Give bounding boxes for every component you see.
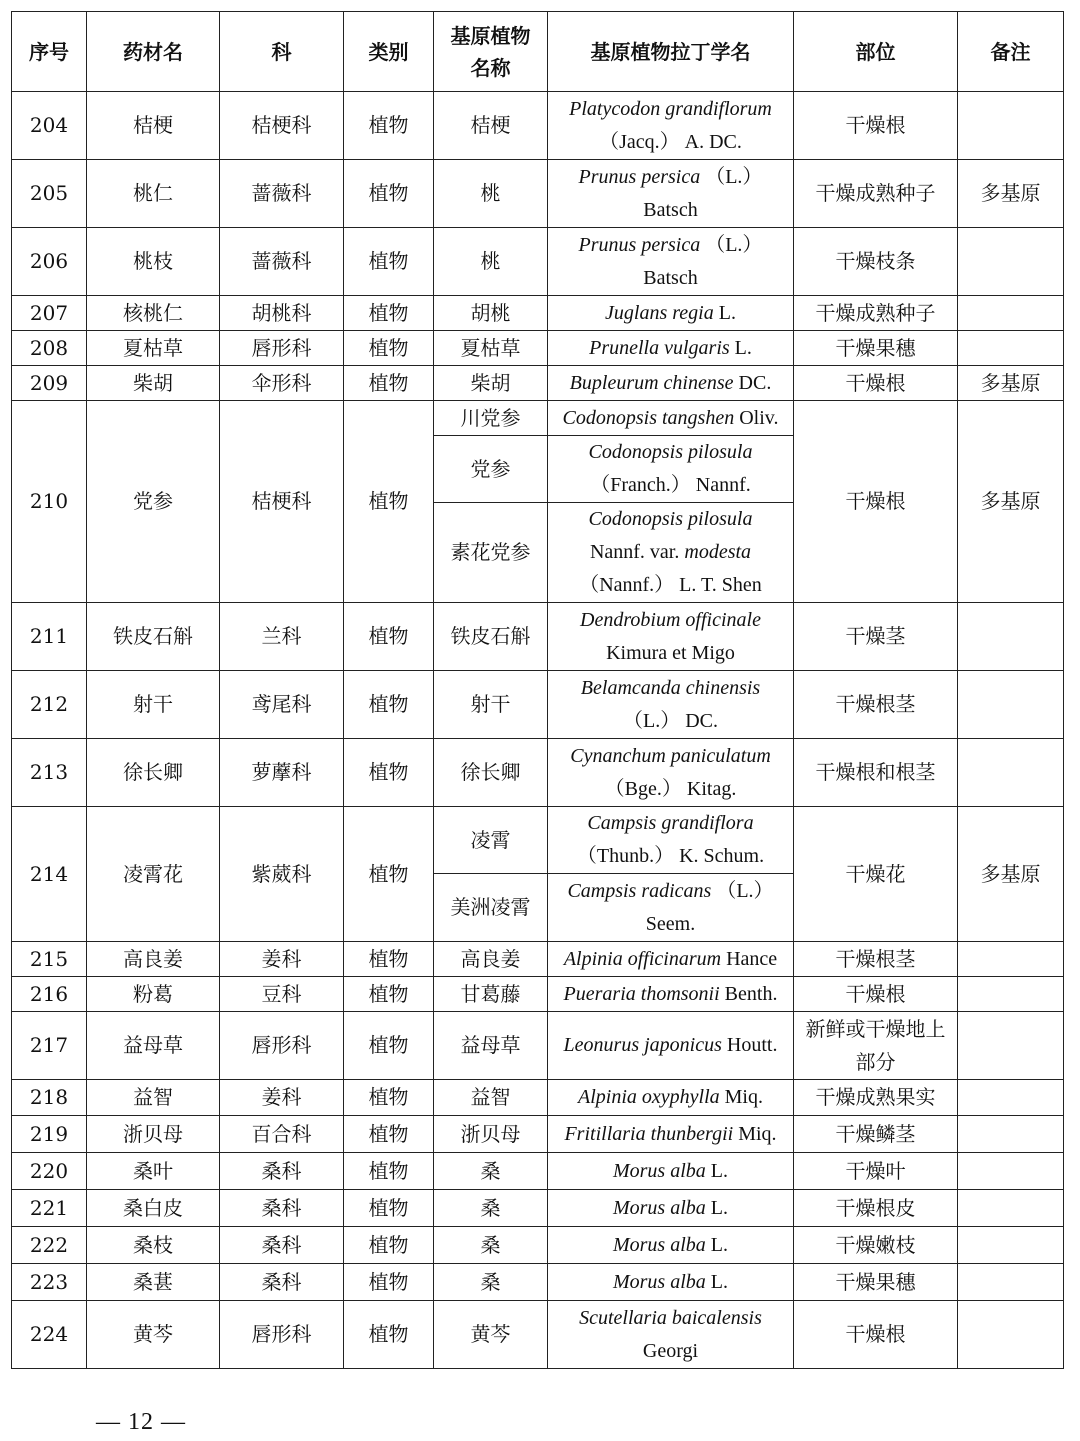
table-row [12,671,1064,739]
row-index: 217 [12,1012,87,1080]
source-plant: 益母草 [434,1012,548,1080]
note: 多基原 [958,401,1064,603]
plant-part: 干燥枝条 [794,228,958,296]
latin-authority: L. [705,1196,728,1219]
note: 多基原 [958,366,1064,401]
family: 萝藦科 [220,739,344,807]
latin-name-line [550,672,791,705]
latin-name-line [550,740,791,773]
herb-name: 核桃仁 [87,296,220,331]
row-index: 221 [12,1190,87,1227]
latin-name-line [550,1335,791,1368]
note [958,1012,1064,1080]
header-family: 科 [220,12,344,92]
source-plant: 桃 [434,228,548,296]
latin-name-cell [548,874,794,942]
row-index: 206 [12,228,87,296]
note [958,296,1064,331]
source-plant: 桑 [434,1190,548,1227]
category: 植物 [344,1190,434,1227]
family: 姜科 [220,1080,344,1116]
plant-part: 干燥根 [794,366,958,401]
latin-name-line [550,637,791,670]
latin-name-line [550,604,791,637]
herb-name: 桑叶 [87,1153,220,1190]
header-part: 部位 [794,12,958,92]
plant-part: 干燥茎 [794,603,958,671]
plant-part: 干燥根 [794,401,958,603]
latin-authority: Batsch [643,266,698,289]
category: 植物 [344,942,434,977]
table-row [12,1264,1064,1301]
source-plant: 射干 [434,671,548,739]
latin-name-line [550,503,791,536]
row-index: 223 [12,1264,87,1301]
family: 桔梗科 [220,401,344,603]
category: 植物 [344,331,434,366]
latin-name-cell [548,603,794,671]
category: 植物 [344,671,434,739]
table-row [12,739,1064,807]
source-plant: 高良姜 [434,942,548,977]
latin-binomial: Prunus persica [578,233,701,256]
latin-authority: （Thunb.） K. Schum. [576,845,765,867]
family: 唇形科 [220,1012,344,1080]
latin-authority: （Nannf.） L. T. Shen [579,574,762,596]
table-row [12,1116,1064,1153]
herb-name: 浙贝母 [87,1116,220,1153]
latin-name-cell [548,160,794,228]
latin-authority: Kimura et Migo [606,641,735,664]
latin-name-line [550,297,791,330]
row-index: 208 [12,331,87,366]
latin-name-line [550,1118,791,1151]
table-row [12,942,1064,977]
herb-name: 桔梗 [87,92,220,160]
latin-binomial: modesta [684,541,752,563]
latin-authority: L. [705,1270,728,1293]
category: 植物 [344,160,434,228]
plant-part: 干燥根皮 [794,1190,958,1227]
table-row [12,1012,1064,1080]
latin-name-cell [548,807,794,874]
note [958,942,1064,977]
latin-binomial: Codonopsis pilosula [588,441,753,463]
row-index: 218 [12,1080,87,1116]
table-row [12,1080,1064,1116]
family: 紫葳科 [220,807,344,942]
note [958,603,1064,671]
table-row [12,366,1064,401]
family: 豆科 [220,977,344,1012]
source-plant: 凌霄 [434,807,548,874]
latin-name-cell [548,1190,794,1227]
latin-name-line [550,93,791,126]
latin-name-line [550,875,791,908]
header-category: 类别 [344,12,434,92]
latin-binomial: Prunus persica [578,165,701,188]
herb-name: 粉葛 [87,977,220,1012]
latin-binomial: Morus alba [612,1233,706,1256]
latin-name-line [550,229,791,262]
family: 鸢尾科 [220,671,344,739]
plant-part: 干燥根和根茎 [794,739,958,807]
category: 植物 [344,401,434,603]
latin-name-line [550,943,791,976]
header-note: 备注 [958,12,1064,92]
plant-part: 干燥鳞茎 [794,1116,958,1153]
table-row [12,1301,1064,1369]
category: 植物 [344,1227,434,1264]
row-index: 211 [12,603,87,671]
latin-name-line [550,705,791,738]
herb-name: 凌霄花 [87,807,220,942]
source-plant: 益智 [434,1080,548,1116]
source-plant: 夏枯草 [434,331,548,366]
latin-name-cell [548,1012,794,1080]
latin-binomial: Morus alba [612,1196,706,1219]
latin-name-line [550,1192,791,1225]
latin-authority: Seem. [645,912,696,935]
table-row [12,1153,1064,1190]
latin-authority: L. [705,1159,728,1182]
table-row [12,1227,1064,1264]
table-row [12,977,1064,1012]
latin-name-cell [548,977,794,1012]
table-row [12,1190,1064,1227]
row-index: 215 [12,942,87,977]
source-plant: 桑 [434,1264,548,1301]
category: 植物 [344,1116,434,1153]
table-row [12,160,1064,228]
latin-name-cell [548,296,794,331]
latin-name-line [550,367,791,400]
category: 植物 [344,603,434,671]
latin-name-cell [548,92,794,160]
plant-part: 干燥根茎 [794,942,958,977]
herb-name: 桑枝 [87,1227,220,1264]
category: 植物 [344,1080,434,1116]
latin-binomial: Alpinia oxyphylla [578,1086,720,1108]
latin-name-line [550,194,791,227]
note [958,977,1064,1012]
row-index: 207 [12,296,87,331]
plant-part: 干燥成熟种子 [794,296,958,331]
latin-name-cell [548,739,794,807]
category: 植物 [344,739,434,807]
latin-binomial: Belamcanda chinensis [580,676,761,699]
latin-name-line [550,126,791,159]
latin-authority: Benth. [719,982,778,1005]
family: 桑科 [220,1264,344,1301]
note [958,1264,1064,1301]
herb-name: 射干 [87,671,220,739]
source-plant: 桑 [434,1227,548,1264]
table-body [12,92,1064,1369]
latin-binomial: Morus alba [612,1159,706,1182]
latin-binomial: Scutellaria baicalensis [579,1306,762,1329]
row-index: 222 [12,1227,87,1264]
source-plant: 素花党参 [434,503,548,603]
family: 蔷薇科 [220,228,344,296]
source-plant: 浙贝母 [434,1116,548,1153]
family: 桑科 [220,1190,344,1227]
latin-binomial: Bupleurum chinense [569,371,734,394]
latin-name-cell [548,331,794,366]
note [958,92,1064,160]
latin-name-cell [548,1116,794,1153]
plant-part: 干燥果穗 [794,1264,958,1301]
latin-name-line [550,1266,791,1299]
latin-name-cell [548,401,794,436]
herb-name: 徐长卿 [87,739,220,807]
family: 桔梗科 [220,92,344,160]
latin-name-cell [548,228,794,296]
table-row [12,807,1064,874]
latin-name-line [550,840,791,873]
latin-name-cell [548,503,794,603]
latin-name-line [550,569,791,602]
row-index: 214 [12,807,87,942]
latin-name-line [550,536,791,569]
latin-name-line [550,332,791,365]
note: 多基原 [958,807,1064,942]
source-plant: 柴胡 [434,366,548,401]
family: 胡桃科 [220,296,344,331]
latin-authority: L. [729,336,752,359]
latin-authority: Hance [721,947,778,970]
row-index: 213 [12,739,87,807]
plant-part: 干燥果穗 [794,331,958,366]
source-plant: 党参 [434,436,548,503]
note [958,671,1064,739]
source-plant: 桃 [434,160,548,228]
plant-part: 干燥根茎 [794,671,958,739]
category: 植物 [344,1012,434,1080]
plant-part: 新鲜或干燥地上部分 [794,1012,958,1080]
latin-binomial: Dendrobium officinale [580,608,761,631]
latin-authority: （L.） [700,233,763,256]
table-row [12,296,1064,331]
row-index: 212 [12,671,87,739]
latin-authority: （Jacq.） A. DC. [599,130,742,153]
row-index: 210 [12,401,87,603]
latin-name-line [550,161,791,194]
latin-authority: （Franch.） Nannf. [590,474,751,496]
latin-name-line [550,1155,791,1188]
family: 伞形科 [220,366,344,401]
latin-binomial: Alpinia officinarum [563,947,722,970]
latin-binomial: Campsis radicans [567,879,712,902]
latin-name-cell [548,1264,794,1301]
header-latin-name: 基原植物拉丁学名 [548,12,794,92]
latin-name-line [550,807,791,840]
note [958,1190,1064,1227]
latin-name-line [550,262,791,295]
plant-part: 干燥成熟种子 [794,160,958,228]
row-index: 219 [12,1116,87,1153]
latin-authority: （Bge.） Kitag. [604,777,737,800]
category: 植物 [344,1264,434,1301]
latin-binomial: Pueraria thomsonii [563,982,720,1005]
herb-name: 桑葚 [87,1264,220,1301]
category: 植物 [344,92,434,160]
herb-name: 桃枝 [87,228,220,296]
source-plant: 甘葛藤 [434,977,548,1012]
row-index: 216 [12,977,87,1012]
plant-part: 干燥根 [794,1301,958,1369]
note: 多基原 [958,160,1064,228]
latin-name-line [550,402,791,435]
note [958,1227,1064,1264]
note [958,1116,1064,1153]
category: 植物 [344,228,434,296]
note [958,1153,1064,1190]
source-plant: 徐长卿 [434,739,548,807]
table-row [12,228,1064,296]
latin-binomial: Leonurus japonicus [563,1034,722,1056]
note [958,331,1064,366]
herb-name: 黄芩 [87,1301,220,1369]
plant-part: 干燥花 [794,807,958,942]
table-row [12,92,1064,160]
family: 蔷薇科 [220,160,344,228]
herb-name: 益母草 [87,1012,220,1080]
family: 桑科 [220,1227,344,1264]
row-index: 220 [12,1153,87,1190]
herb-name: 桃仁 [87,160,220,228]
table-row [12,331,1064,366]
source-plant: 美洲凌霄 [434,874,548,942]
family: 兰科 [220,603,344,671]
source-plant: 胡桃 [434,296,548,331]
source-plant: 黄芩 [434,1301,548,1369]
source-plant: 桔梗 [434,92,548,160]
category: 植物 [344,1301,434,1369]
family: 唇形科 [220,1301,344,1369]
latin-binomial: Codonopsis tangshen [562,406,735,429]
page-number: — 12 — [96,1409,186,1435]
latin-name-cell [548,366,794,401]
row-index: 224 [12,1301,87,1369]
latin-authority: Houtt. [721,1034,778,1056]
latin-name-line [550,1302,791,1335]
plant-part: 干燥根 [794,92,958,160]
latin-authority: Miq. [733,1122,777,1145]
latin-authority: （L.） [711,879,774,902]
source-plant: 桑 [434,1153,548,1190]
latin-name-line [550,1029,791,1062]
table-row [12,401,1064,436]
category: 植物 [344,1153,434,1190]
herb-name: 夏枯草 [87,331,220,366]
source-plant: 铁皮石斛 [434,603,548,671]
herb-name: 铁皮石斛 [87,603,220,671]
note [958,1301,1064,1369]
herb-name: 高良姜 [87,942,220,977]
latin-authority: Georgi [642,1339,699,1362]
family: 百合科 [220,1116,344,1153]
note [958,228,1064,296]
row-index: 209 [12,366,87,401]
row-index: 204 [12,92,87,160]
latin-binomial: Platycodon grandiflorum [569,97,772,120]
header-row [12,12,1064,92]
latin-binomial: Campsis grandiflora [587,812,754,834]
herb-name: 党参 [87,401,220,603]
latin-name-line [550,469,791,502]
latin-binomial: Morus alba [612,1270,706,1293]
plant-part: 干燥根 [794,977,958,1012]
row-index: 205 [12,160,87,228]
latin-binomial: Fritillaria thunbergii [564,1122,734,1145]
latin-authority: Batsch [643,198,698,221]
latin-authority: （L.） DC. [623,709,718,732]
note [958,1080,1064,1116]
category: 植物 [344,366,434,401]
latin-authority: Oliv. [734,406,779,429]
latin-binomial: Codonopsis pilosula [588,508,753,530]
latin-name-cell [548,1227,794,1264]
latin-name-cell [548,1080,794,1116]
latin-name-line [550,908,791,941]
latin-authority: Nannf. var. [589,541,685,563]
herb-table [11,11,1064,1369]
latin-authority: L. [705,1233,728,1256]
latin-name-line [550,978,791,1011]
latin-name-cell [548,1301,794,1369]
latin-name-line [550,773,791,806]
herb-name: 桑白皮 [87,1190,220,1227]
latin-authority: Miq. [719,1086,763,1108]
herb-name: 柴胡 [87,366,220,401]
latin-name-line [550,436,791,469]
category: 植物 [344,296,434,331]
category: 植物 [344,977,434,1012]
latin-name-cell [548,671,794,739]
latin-authority: DC. [733,371,772,394]
plant-part: 干燥叶 [794,1153,958,1190]
latin-name-cell [548,1153,794,1190]
plant-part: 干燥成熟果实 [794,1080,958,1116]
latin-authority: L. [713,301,736,324]
table-row [12,603,1064,671]
source-plant: 川党参 [434,401,548,436]
latin-binomial: Juglans regia [605,301,714,324]
latin-name-line [550,1229,791,1262]
latin-name-cell [548,942,794,977]
latin-binomial: Cynanchum paniculatum [570,744,771,767]
header-index: 序号 [12,12,87,92]
family: 姜科 [220,942,344,977]
header-source-plant: 基原植物名称 [434,12,548,92]
family: 桑科 [220,1153,344,1190]
latin-binomial: Prunella vulgaris [589,336,730,359]
note [958,739,1064,807]
plant-part: 干燥嫩枝 [794,1227,958,1264]
header-herb-name: 药材名 [87,12,220,92]
latin-authority: （L.） [700,165,763,188]
family: 唇形科 [220,331,344,366]
category: 植物 [344,807,434,942]
latin-name-cell [548,436,794,503]
herb-name: 益智 [87,1080,220,1116]
latin-name-line [550,1081,791,1114]
